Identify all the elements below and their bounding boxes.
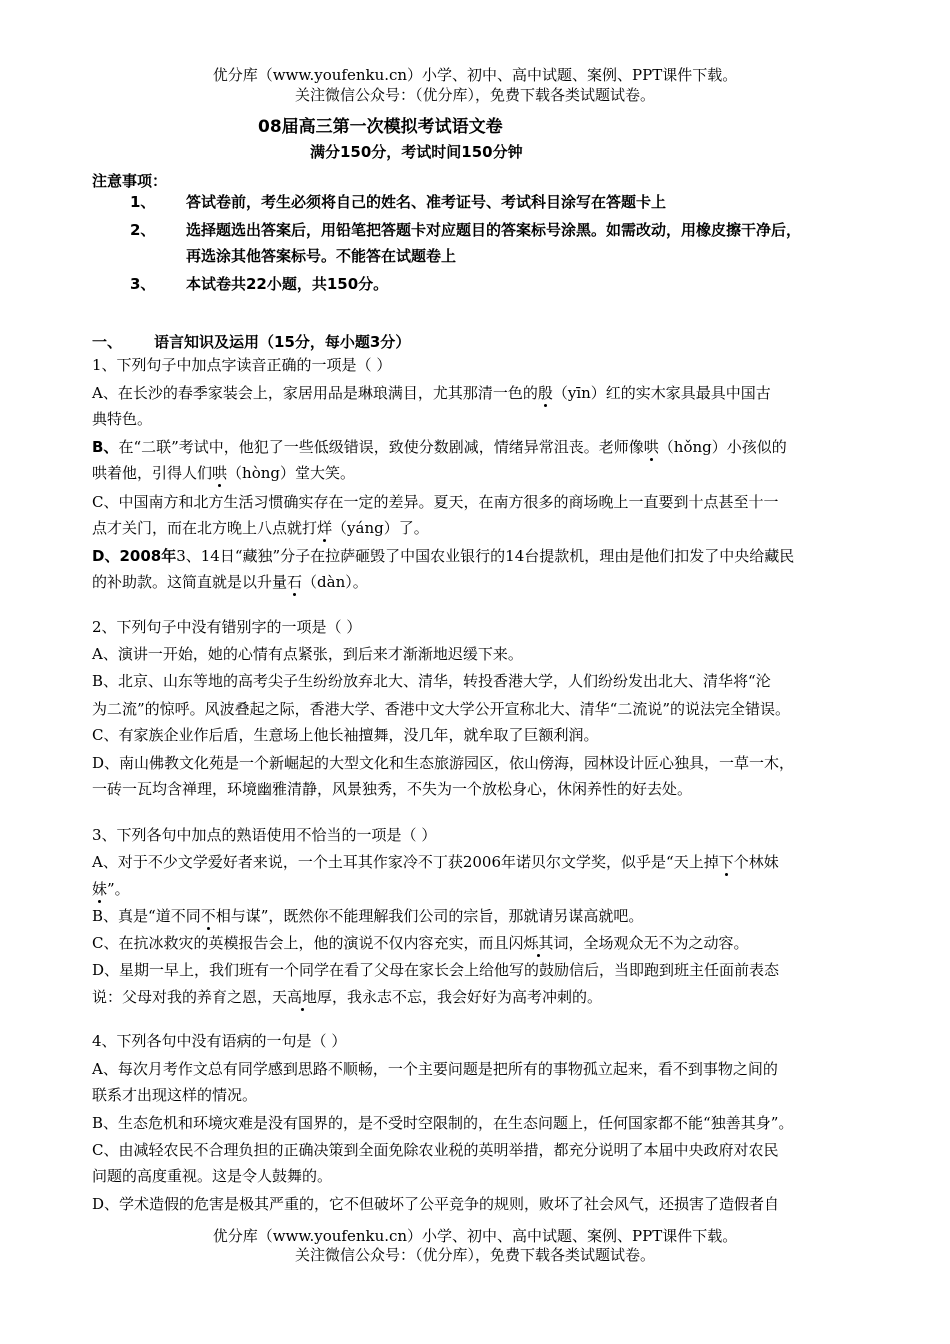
option-line: D、学术造假的危害是极其严重的，它不但破坏了公平竞争的规则，败坏了社会风气，还损害了造假者自 bbox=[92, 1195, 780, 1213]
option-line: C、由减轻农民不合理负担的正确决策到全面免除农业税的英明举措，都充分说明了本届中央政府对农民 bbox=[92, 1141, 779, 1159]
option-line: A、每次月考作文总有同学感到思路不顺畅，一个主要问题是把所有的事物孤立起来，看不到事物之间的 bbox=[92, 1060, 778, 1078]
option-line: 妹”。 bbox=[92, 880, 130, 898]
option-line: B、真是“道不同不相与谋”，既然你不能理解我们公司的宗旨，那就请另谋高就吧。 bbox=[92, 907, 644, 925]
dotted-char: 殷 bbox=[537, 384, 553, 402]
option-line: A、演讲一开始，她的心情有点紧张，到后来才渐渐地迟缓下来。 bbox=[92, 645, 523, 663]
note-text: 选择题选出答案后，用铅笔把答题卡对应题目的答案标号涂黑。如需改动，用橡皮擦干净后， bbox=[186, 221, 802, 239]
dotted-char: 烊 bbox=[317, 519, 333, 537]
note-item-continued bbox=[130, 243, 457, 269]
option-line: B、在“二联”考试中，他犯了一些低级错误，致使分数剧减，情绪异常沮丧。老师像哄（hǒng）小孩似的 bbox=[92, 438, 787, 456]
section-number: 一、 bbox=[92, 333, 123, 351]
header-line-2: 关注微信公众号：（优分库），免费下载各类试题试卷。 bbox=[294, 86, 655, 104]
option-line: D、南山佛教文化苑是一个新崛起的大型文化和生态旅游园区，依山傍海，园林设计匠心独具，一草一木， bbox=[92, 754, 795, 772]
option-line: B、生态危机和环境灾难是没有国界的，是不受时空限制的，在生态问题上，任何国家都不能“独善其身”。 bbox=[92, 1114, 794, 1132]
dotted-char: 石 bbox=[287, 573, 303, 591]
section-heading bbox=[92, 331, 410, 352]
option-line: 的补助款。这简直就是以升量石（dàn）。 bbox=[92, 573, 368, 591]
question-stem: 1、下列句子中加点字读音正确的一项是（ ） bbox=[92, 356, 392, 374]
note-item bbox=[130, 189, 667, 215]
note-text: 本试卷共22小题，共150分。 bbox=[186, 275, 389, 293]
dotted-idiom: 天上掉下个林妹 bbox=[673, 853, 779, 871]
note-text: 再选涂其他答案标号。不能答在试题卷上 bbox=[186, 247, 457, 265]
option-line: A、对于不少文学爱好者来说，一个土耳其作家冷不丁获2006年诺贝尔文学奖，似乎是“天上掉下个林妹 bbox=[92, 853, 779, 871]
option-line: 问题的高度重视。这是令人鼓舞的。 bbox=[92, 1167, 333, 1185]
option-line: 一砖一瓦均含禅理，环境幽雅清静，风景独秀，不失为一个放松身心，休闲养性的好去处。 bbox=[92, 780, 693, 798]
dotted-idiom: 天高地厚 bbox=[272, 988, 333, 1006]
note-text: 答试卷前，考生必须将自己的姓名、准考证号、考试科目涂写在答题卡上 bbox=[186, 193, 667, 211]
option-line: 联系才出现这样的情况。 bbox=[92, 1086, 258, 1104]
option-line: C、在抗冰救灾的英模报告会上，他的演说不仅内容充实，而且闪烁其词，全场观众无不为之动容。 bbox=[92, 934, 749, 952]
option-line: 哄着他，引得人们哄（hòng）堂大笑。 bbox=[92, 464, 355, 482]
section-title: 语言知识及运用（15分，每小题3分） bbox=[154, 333, 411, 351]
header-line-1: 优分库（www.youfenku.cn）小学、初中、高中试题、案例、PPT课件下载。 bbox=[212, 66, 738, 84]
question-stem: 3、下列各句中加点的熟语使用不恰当的一项是（ ） bbox=[92, 826, 437, 844]
option-line: B、北京、山东等地的高考尖子生纷纷放弃北大、清华，转投香港大学，人们纷纷发出北大、清华将“沦 bbox=[92, 672, 771, 690]
option-line: D、星期一早上，我们班有一个同学在看了父母在家长会上给他写的鼓励信后，当即跑到班主任面前表态 bbox=[92, 961, 780, 979]
note-number: 1、 bbox=[130, 193, 156, 211]
question-stem: 4、下列各句中没有语病的一句是（ ） bbox=[92, 1032, 347, 1050]
option-line: C、有家族企业作后盾，生意场上他长袖擅舞，没几年，就牟取了巨额利润。 bbox=[92, 726, 599, 744]
note-item bbox=[130, 217, 802, 243]
dotted-char: 哄 bbox=[212, 464, 228, 482]
note-number: 3、 bbox=[130, 275, 156, 293]
dotted-char: 妹 bbox=[92, 880, 108, 898]
exam-title: 08届高三第一次模拟考试语文卷 bbox=[258, 117, 503, 137]
option-line: 点才关门，而在北方晚上八点就打烊（yáng）了。 bbox=[92, 519, 429, 537]
footer-line-1: 优分库（www.youfenku.cn）小学、初中、高中试题、案例、PPT课件下载。 bbox=[212, 1227, 738, 1245]
dotted-idiom: 闪烁其词 bbox=[508, 934, 569, 952]
dotted-idiom: 道不同不相与谋 bbox=[155, 907, 261, 925]
footer-line-2: 关注微信公众号：（优分库），免费下载各类试题试卷。 bbox=[294, 1246, 655, 1264]
option-line: 典特色。 bbox=[92, 410, 153, 428]
option-line: 说：父母对我的养育之恩，天高地厚，我永志不忘，我会好好为高考冲刺的。 bbox=[92, 988, 603, 1006]
question-stem: 2、下列句子中没有错别字的一项是（ ） bbox=[92, 618, 362, 636]
dotted-char: 哄 bbox=[643, 438, 659, 456]
option-line: D、2008年3、14日“藏独”分子在拉萨砸毁了中国农业银行的14台提款机，理由是他们扣发了中央给藏民 bbox=[92, 547, 795, 565]
note-item bbox=[130, 271, 389, 297]
exam-subtitle: 满分150分，考试时间150分钟 bbox=[310, 143, 523, 161]
notes-heading: 注意事项： bbox=[92, 172, 168, 190]
option-line: 为二流”的惊呼。风波叠起之际，香港大学、香港中文大学公开宣称北大、清华“二流说”的说法完全错误。 bbox=[92, 700, 791, 718]
note-number: 2、 bbox=[130, 221, 156, 239]
option-line: A、在长沙的春季家装会上，家居用品是琳琅满目，尤其那清一色的殷（yīn）红的实木家具最具中国古 bbox=[92, 384, 771, 402]
option-line: C、中国南方和北方生活习惯确实存在一定的差异。夏天，在南方很多的商场晚上一直要到十点甚至十一 bbox=[92, 493, 779, 511]
